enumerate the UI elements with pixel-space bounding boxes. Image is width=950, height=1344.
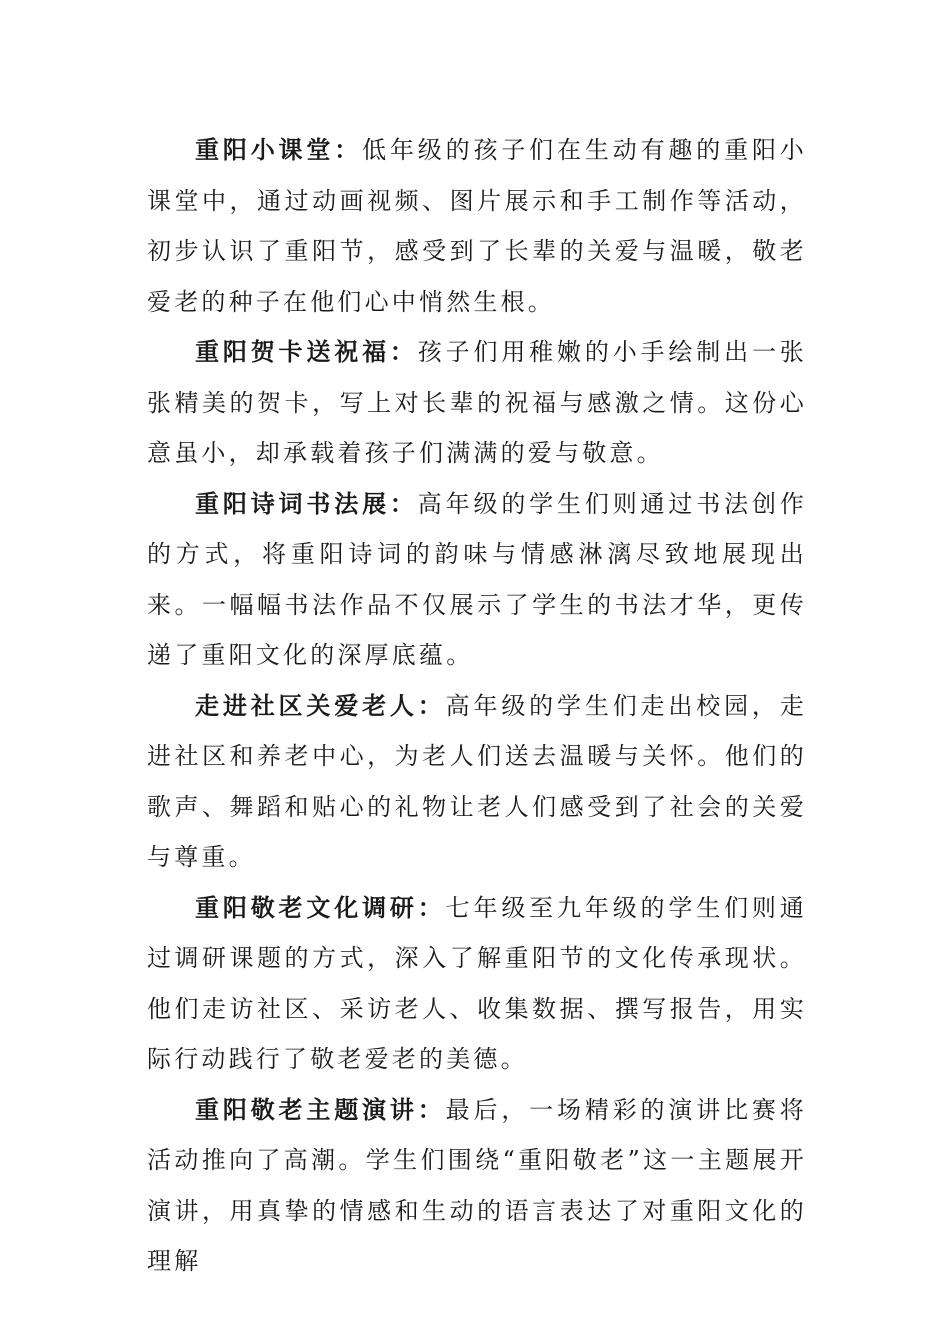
paragraph-greeting-cards (147, 327, 807, 479)
paragraph-text: 孩子们用稚嫩的小手绘制出一张张精美的贺卡，写上对长辈的祝福与感激之情。这份心意虽小，却承载着孩子们满满的爱与敬意。 (147, 338, 807, 467)
document-body (147, 125, 807, 1287)
paragraph-text: 低年级的孩子们在生动有趣的重阳小课堂中，通过动画视频、图片展示和手工制作等活动，初步认识了重阳节，感受到了长辈的关爱与温暖，敬老爱老的种子在他们心中悄然生根。 (147, 136, 808, 316)
paragraph-heading: 重阳敬老主题演讲： (195, 1094, 446, 1124)
paragraph-heading: 重阳小课堂： (195, 135, 363, 164)
paragraph-research (147, 883, 807, 1085)
paragraph-calligraphy (147, 479, 807, 681)
paragraph-speech (147, 1085, 807, 1287)
paragraph-text: 最后，一场精彩的演讲比赛将活动推向了高潮。学生们围绕“重阳敬老”这一主题展开演讲，用真挚的情感和生动的语言表达了对重阳文化的理解 (147, 1095, 807, 1275)
paragraph-community-visit (147, 681, 807, 883)
paragraph-heading: 重阳贺卡送祝福： (195, 337, 418, 366)
paragraph-heading: 走进社区关爱老人： (195, 690, 446, 720)
paragraph-text: 高年级的学生们走出校园，走进社区和养老中心，为老人们送去温暖与关怀。他们的歌声、舞蹈和贴心的礼物让老人们感受到了社会的关爱与尊重。 (147, 691, 807, 871)
paragraph-text: 高年级的学生们则通过书法创作的方式，将重阳诗词的韵味与情感淋漓尽致地展现出来。一幅幅书法作品不仅展示了学生的书法才华，更传递了重阳文化的深厚底蕴。 (147, 489, 807, 669)
paragraph-classroom (147, 125, 807, 327)
paragraph-heading: 重阳敬老文化调研： (195, 892, 446, 922)
paragraph-text: 七年级至九年级的学生们则通过调研课题的方式，深入了解重阳节的文化传承现状。他们走访社区、采访老人、收集数据、撰写报告，用实际行动践行了敬老爱老的美德。 (147, 893, 807, 1073)
paragraph-heading: 重阳诗词书法展： (195, 488, 418, 518)
